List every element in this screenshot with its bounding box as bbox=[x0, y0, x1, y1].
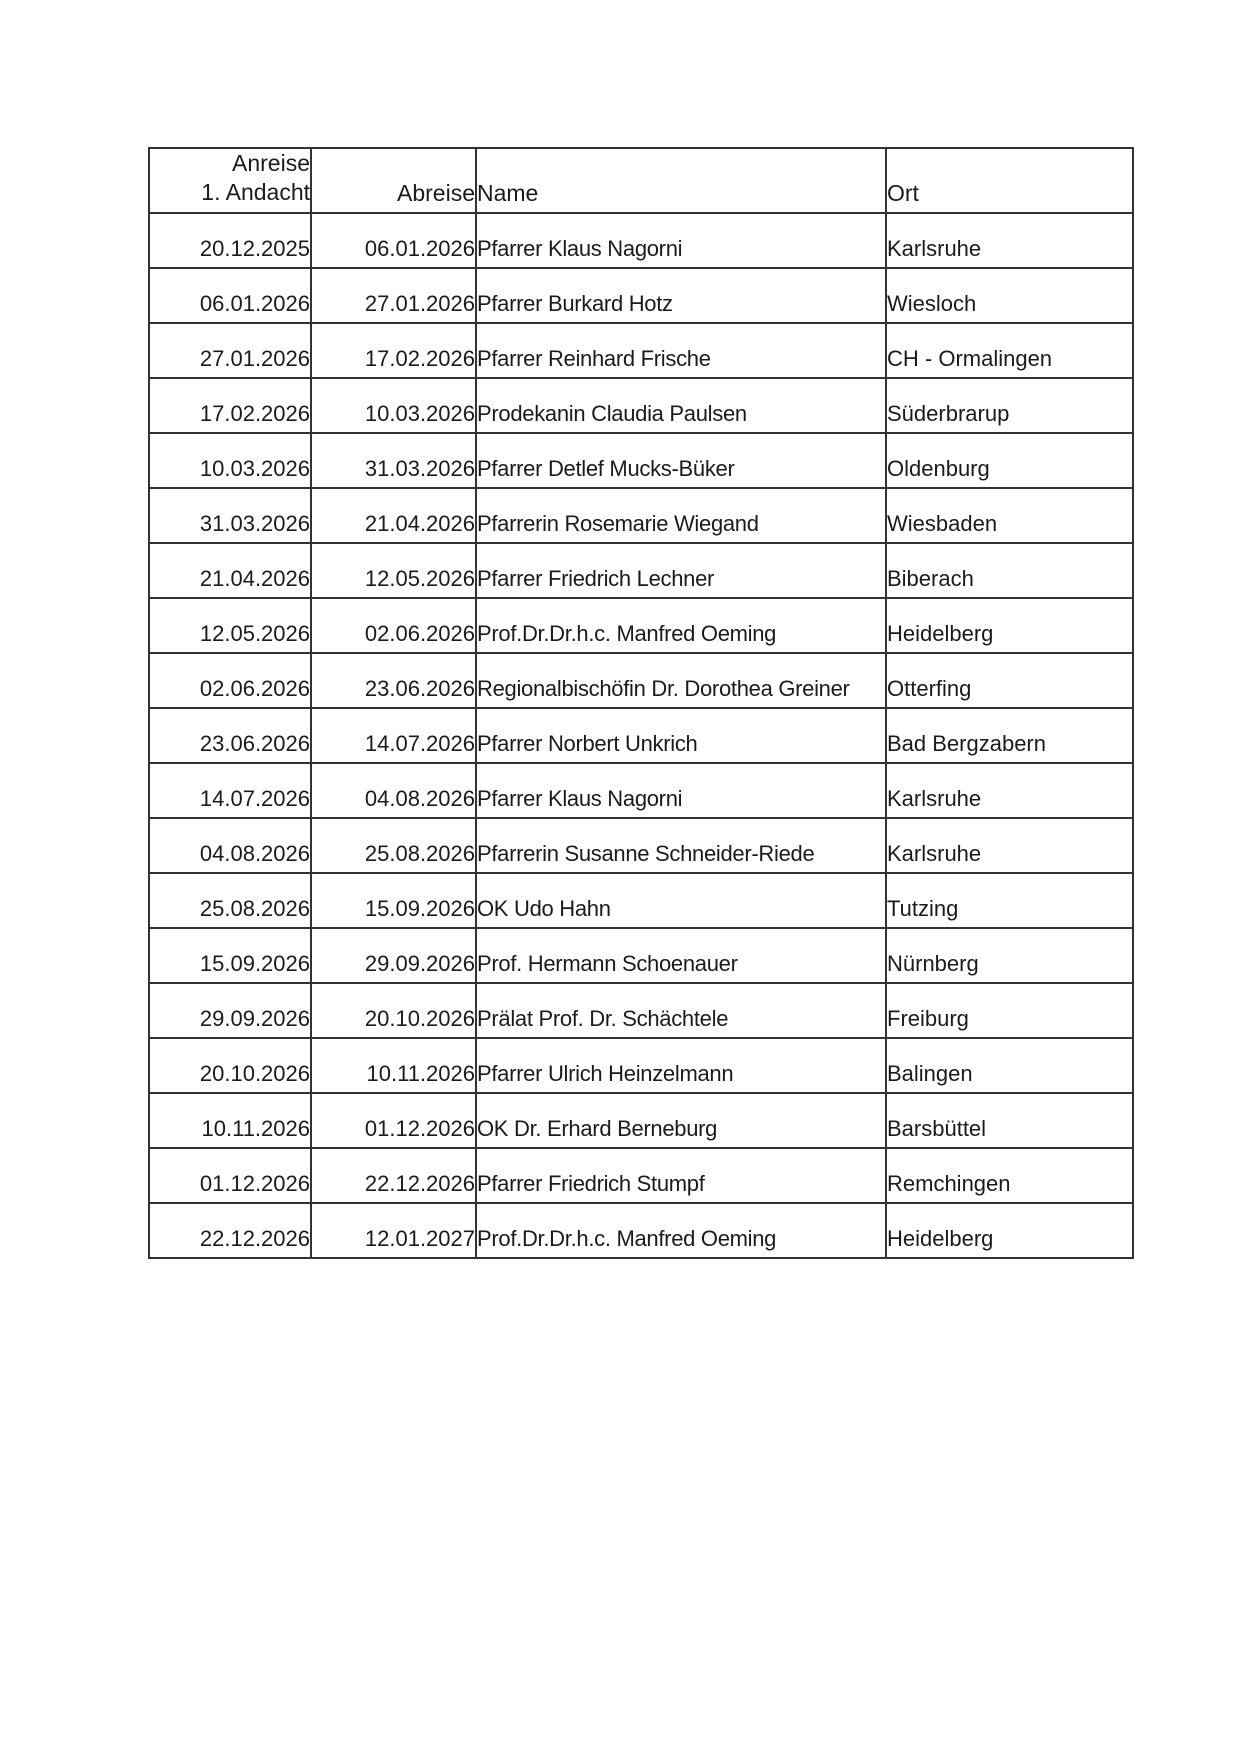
cell-name: Pfarrer Klaus Nagorni bbox=[476, 213, 886, 268]
cell-name: Prälat Prof. Dr. Schächtele bbox=[476, 983, 886, 1038]
cell-abreise-date: 12.05.2026 bbox=[311, 543, 476, 598]
cell-name: OK Udo Hahn bbox=[476, 873, 886, 928]
cell-ort: Remchingen bbox=[886, 1148, 1133, 1203]
table-row bbox=[149, 1038, 1133, 1093]
cell-name: Pfarrerin Susanne Schneider-Riede bbox=[476, 818, 886, 873]
cell-name: Regionalbischöfin Dr. Dorothea Greiner bbox=[476, 653, 886, 708]
cell-abreise-date: 02.06.2026 bbox=[311, 598, 476, 653]
cell-abreise-date: 25.08.2026 bbox=[311, 818, 476, 873]
cell-abreise-date: 04.08.2026 bbox=[311, 763, 476, 818]
cell-abreise-date: 12.01.2027 bbox=[311, 1203, 476, 1258]
cell-name: Pfarrer Klaus Nagorni bbox=[476, 763, 886, 818]
header-anreise-andacht bbox=[149, 148, 311, 213]
cell-anreise-date: 06.01.2026 bbox=[149, 268, 311, 323]
table-row bbox=[149, 213, 1133, 268]
cell-anreise-date: 12.05.2026 bbox=[149, 598, 311, 653]
cell-ort: Biberach bbox=[886, 543, 1133, 598]
cell-abreise-date: 23.06.2026 bbox=[311, 653, 476, 708]
header-andacht-label: 1. Andacht bbox=[201, 179, 310, 205]
cell-ort: CH - Ormalingen bbox=[886, 323, 1133, 378]
table-row bbox=[149, 378, 1133, 433]
cell-anreise-date: 04.08.2026 bbox=[149, 818, 311, 873]
cell-ort: Otterfing bbox=[886, 653, 1133, 708]
cell-anreise-date: 27.01.2026 bbox=[149, 323, 311, 378]
cell-abreise-date: 27.01.2026 bbox=[311, 268, 476, 323]
cell-name: Prof.Dr.Dr.h.c. Manfred Oeming bbox=[476, 598, 886, 653]
cell-ort: Karlsruhe bbox=[886, 763, 1133, 818]
table-row bbox=[149, 873, 1133, 928]
cell-anreise-date: 22.12.2026 bbox=[149, 1203, 311, 1258]
cell-anreise-date: 31.03.2026 bbox=[149, 488, 311, 543]
cell-anreise-date: 15.09.2026 bbox=[149, 928, 311, 983]
cell-abreise-date: 10.11.2026 bbox=[311, 1038, 476, 1093]
cell-ort: Wiesbaden bbox=[886, 488, 1133, 543]
table-row bbox=[149, 818, 1133, 873]
cell-anreise-date: 17.02.2026 bbox=[149, 378, 311, 433]
header-row bbox=[149, 148, 1133, 213]
cell-anreise-date: 23.06.2026 bbox=[149, 708, 311, 763]
cell-anreise-date: 20.12.2025 bbox=[149, 213, 311, 268]
cell-abreise-date: 22.12.2026 bbox=[311, 1148, 476, 1203]
cell-anreise-date: 02.06.2026 bbox=[149, 653, 311, 708]
table-row bbox=[149, 488, 1133, 543]
cell-name: Pfarrer Ulrich Heinzelmann bbox=[476, 1038, 886, 1093]
header-ort: Ort bbox=[886, 148, 1133, 213]
cell-ort: Karlsruhe bbox=[886, 213, 1133, 268]
cell-name: Prof.Dr.Dr.h.c. Manfred Oeming bbox=[476, 1203, 886, 1258]
table-body bbox=[149, 213, 1133, 1258]
table-row bbox=[149, 928, 1133, 983]
cell-anreise-date: 29.09.2026 bbox=[149, 983, 311, 1038]
cell-ort: Nürnberg bbox=[886, 928, 1133, 983]
cell-abreise-date: 20.10.2026 bbox=[311, 983, 476, 1038]
cell-name: Pfarrer Norbert Unkrich bbox=[476, 708, 886, 763]
cell-anreise-date: 21.04.2026 bbox=[149, 543, 311, 598]
cell-name: Pfarrer Burkard Hotz bbox=[476, 268, 886, 323]
cell-name: Prodekanin Claudia Paulsen bbox=[476, 378, 886, 433]
table-row bbox=[149, 543, 1133, 598]
table-row bbox=[149, 653, 1133, 708]
table-row bbox=[149, 1093, 1133, 1148]
cell-abreise-date: 01.12.2026 bbox=[311, 1093, 476, 1148]
cell-ort: Freiburg bbox=[886, 983, 1133, 1038]
cell-ort: Bad Bergzabern bbox=[886, 708, 1133, 763]
cell-anreise-date: 25.08.2026 bbox=[149, 873, 311, 928]
cell-ort: Wiesloch bbox=[886, 268, 1133, 323]
cell-anreise-date: 10.03.2026 bbox=[149, 433, 311, 488]
table-row bbox=[149, 1203, 1133, 1258]
cell-abreise-date: 10.03.2026 bbox=[311, 378, 476, 433]
cell-abreise-date: 06.01.2026 bbox=[311, 213, 476, 268]
cell-name: Pfarrerin Rosemarie Wiegand bbox=[476, 488, 886, 543]
schedule-table bbox=[148, 147, 1134, 1259]
cell-ort: Süderbrarup bbox=[886, 378, 1133, 433]
cell-abreise-date: 17.02.2026 bbox=[311, 323, 476, 378]
cell-ort: Heidelberg bbox=[886, 1203, 1133, 1258]
cell-name: Prof. Hermann Schoenauer bbox=[476, 928, 886, 983]
cell-ort: Tutzing bbox=[886, 873, 1133, 928]
cell-ort: Balingen bbox=[886, 1038, 1133, 1093]
table-row bbox=[149, 268, 1133, 323]
cell-ort: Heidelberg bbox=[886, 598, 1133, 653]
cell-name: OK Dr. Erhard Berneburg bbox=[476, 1093, 886, 1148]
table-row bbox=[149, 763, 1133, 818]
table-row bbox=[149, 598, 1133, 653]
cell-name: Pfarrer Detlef Mucks-Büker bbox=[476, 433, 886, 488]
header-anreise-label: Anreise bbox=[232, 150, 310, 176]
header-abreise: Abreise bbox=[311, 148, 476, 213]
cell-name: Pfarrer Friedrich Stumpf bbox=[476, 1148, 886, 1203]
cell-ort: Karlsruhe bbox=[886, 818, 1133, 873]
cell-abreise-date: 15.09.2026 bbox=[311, 873, 476, 928]
cell-abreise-date: 29.09.2026 bbox=[311, 928, 476, 983]
table-row bbox=[149, 433, 1133, 488]
table-row bbox=[149, 1148, 1133, 1203]
cell-abreise-date: 14.07.2026 bbox=[311, 708, 476, 763]
cell-name: Pfarrer Friedrich Lechner bbox=[476, 543, 886, 598]
table-row bbox=[149, 323, 1133, 378]
cell-anreise-date: 01.12.2026 bbox=[149, 1148, 311, 1203]
table-row bbox=[149, 983, 1133, 1038]
cell-abreise-date: 21.04.2026 bbox=[311, 488, 476, 543]
cell-anreise-date: 10.11.2026 bbox=[149, 1093, 311, 1148]
cell-ort: Oldenburg bbox=[886, 433, 1133, 488]
header-name: Name bbox=[476, 148, 886, 213]
table-row bbox=[149, 708, 1133, 763]
cell-anreise-date: 20.10.2026 bbox=[149, 1038, 311, 1093]
cell-abreise-date: 31.03.2026 bbox=[311, 433, 476, 488]
cell-name: Pfarrer Reinhard Frische bbox=[476, 323, 886, 378]
cell-anreise-date: 14.07.2026 bbox=[149, 763, 311, 818]
cell-ort: Barsbüttel bbox=[886, 1093, 1133, 1148]
